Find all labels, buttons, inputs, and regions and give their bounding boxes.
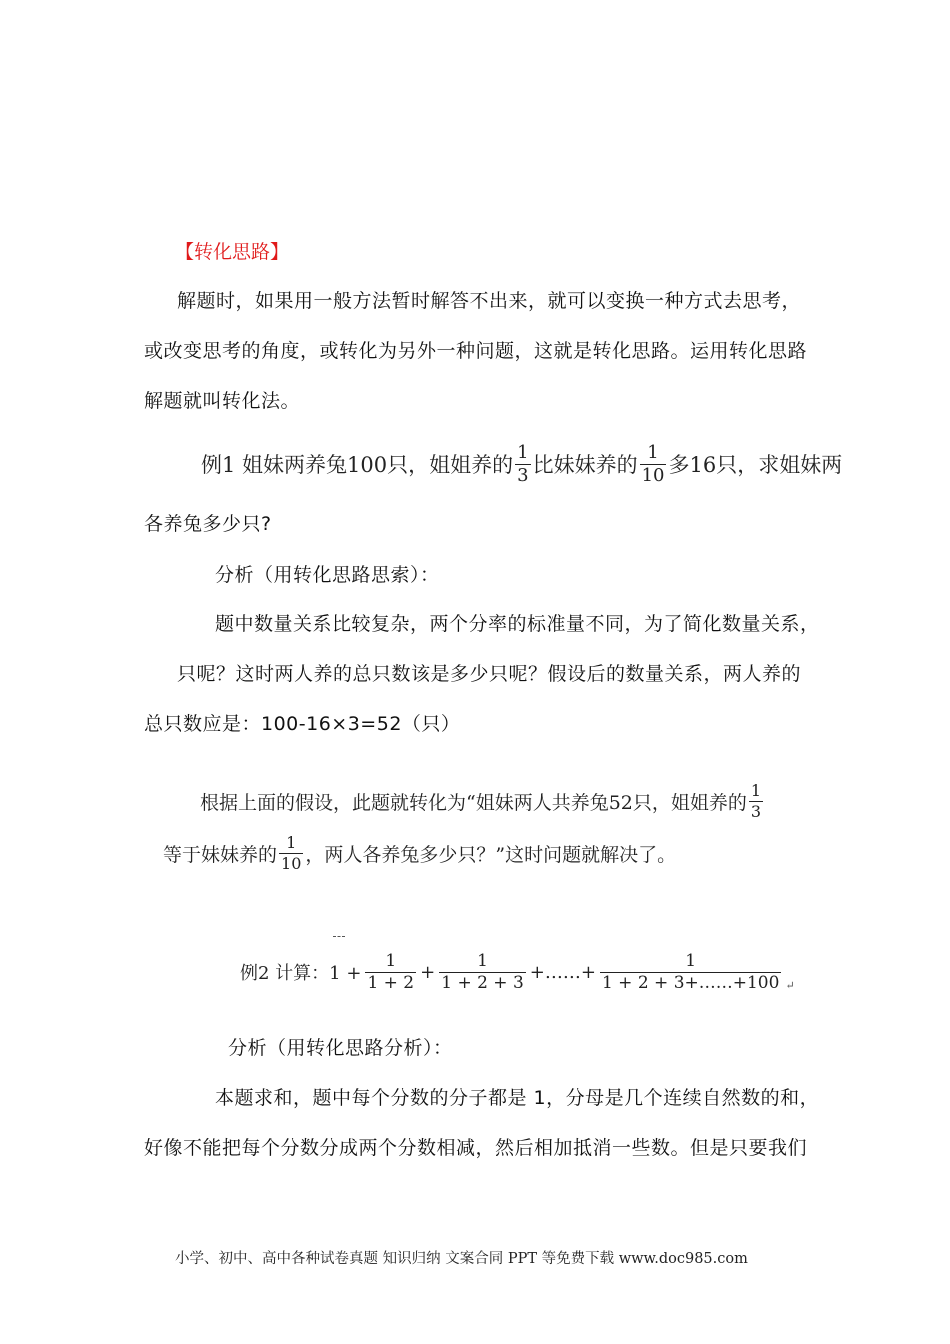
hypothesis-line-2 <box>163 830 676 876</box>
example2-dots: +……+ <box>529 961 596 983</box>
section-heading: 【转化思路】 <box>175 241 290 263</box>
analysis2-title: 分析（用转化思路分析）： <box>228 1037 453 1059</box>
analysis1-title: 分析（用转化思路思索）： <box>215 564 440 586</box>
hypothesis-text-3: ，两人各养兔多少只？”这时问题就解决了。 <box>305 843 677 866</box>
intro-line-2: 或改变思考的角度，或转化为另外一种问题，这就是转化思路。运用转化思路 <box>144 340 808 362</box>
fraction-numerator: 1 <box>750 780 762 800</box>
analysis1-line-1: 题中数量关系比较复杂，两个分率的标准量不同，为了简化数量关系， <box>215 613 820 635</box>
example1-continuation: 各养兔多少只? <box>144 513 272 535</box>
fraction-numerator: 1 <box>685 950 697 971</box>
fraction-denominator: 1 + 2 <box>367 972 415 993</box>
fraction-denominator: 3 <box>517 464 529 486</box>
hypothesis-fraction-2 <box>279 832 303 873</box>
example1-fraction-1 <box>515 441 530 486</box>
intro-line-3: 解题就叫转化法。 <box>144 390 301 412</box>
fraction-numerator: 1 <box>517 441 529 463</box>
fraction-denominator: 10 <box>641 464 665 486</box>
example2-term-3 <box>600 950 782 993</box>
fraction-numerator: 1 <box>477 950 488 971</box>
fraction-numerator: 1 <box>385 950 397 971</box>
example1-prefix: 例1 姐妹两养兔100只，姐姐养的 <box>201 453 514 477</box>
example2-term-2 <box>439 950 526 993</box>
hypothesis-text-1: 根据上面的假设，此题就转化为“姐妹两人共养兔52只，姐姐养的 <box>200 791 747 814</box>
paragraph-mark: ↵ <box>785 979 795 992</box>
example1-problem <box>201 440 842 488</box>
example1-suffix: 多16只，求姐妹两 <box>668 453 843 477</box>
hypothesis-text-2: 等于妹妹养的 <box>163 843 278 866</box>
page-footer: 小学、初中、高中各种试卷真题 知识归纳 文案合同 PPT 等免费下载 www.doc985.com <box>175 1251 748 1267</box>
example1-mid: 比妹妹养的 <box>532 453 638 477</box>
stray-mark <box>333 936 345 939</box>
example2-problem <box>240 948 795 996</box>
example1-fraction-2 <box>640 441 667 486</box>
fraction-denominator: 10 <box>281 853 302 873</box>
analysis2-line-1: 本题求和，题中每个分数的分子都是 1，分母是几个连续自然数的和， <box>215 1087 820 1109</box>
example2-prefix: 例2 计算：1 + <box>240 963 362 984</box>
fraction-denominator: 3 <box>750 801 762 821</box>
analysis2-line-2: 好像不能把每个分数分成两个分数相减，然后相加抵消一些数。但是只要我们 <box>144 1137 808 1159</box>
fraction-denominator: 1 + 2 + 3 <box>441 972 524 993</box>
fraction-numerator: 1 <box>647 441 659 463</box>
example2-term-1 <box>365 950 416 993</box>
example2-plus: + <box>420 961 436 983</box>
hypothesis-fraction-1 <box>749 780 763 821</box>
analysis1-line-3: 总只数应是：100-16×3=52（只） <box>144 713 461 735</box>
intro-line-1: 解题时，如果用一般方法暂时解答不出来，就可以变换一种方式去思考， <box>177 290 802 312</box>
hypothesis-line-1 <box>200 778 765 824</box>
fraction-numerator: 1 <box>286 832 297 852</box>
fraction-denominator: 1 + 2 + 3+……+100 <box>601 972 780 993</box>
analysis1-line-2: 只呢？这时两人养的总只数该是多少只呢？假设后的数量关系，两人养的 <box>177 663 802 685</box>
